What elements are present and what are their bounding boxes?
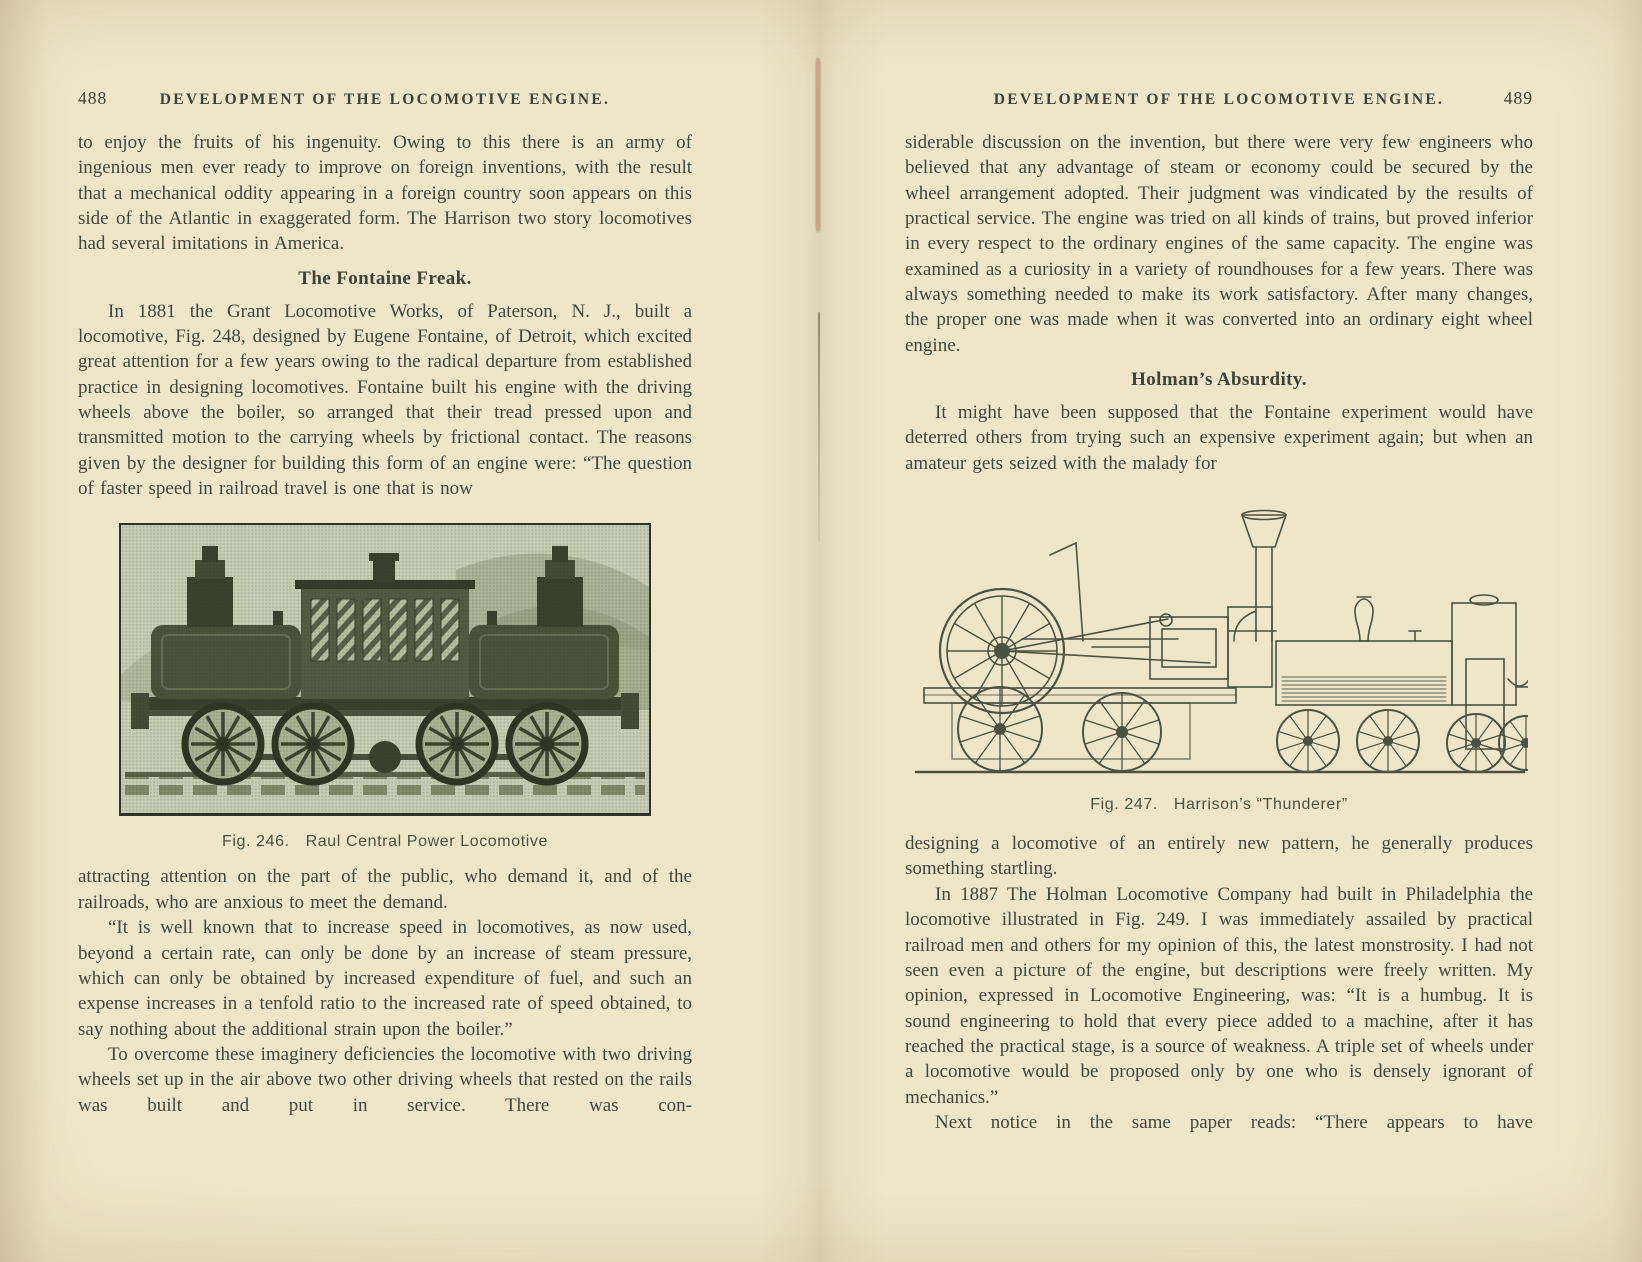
figure-246 [78,523,692,851]
right-page [905,88,1533,1135]
paragraph-overcome: To overcome these imaginery deficiencies the locomotive with two driving wheels set up in the air above two other driving wheels that rested on the rails was built and put in service. There was con- [78,1043,692,1116]
paragraph-fontaine: In 1881 the Grant Locomotive Works, of Paterson, N. J., built a locomotive, Fig. 248, designed by Eugene Fontaine, of Detroit, which excited great attention for a few years owing to the radical departure from established practice in designing locomotives. Fontaine built his engine with the driving wheels above the boiler, so arranged that their tread pressed upon and transmitted motion to the carrying wheels by frictional contact. The reasons given by the designer for building this form of an engine were: “The question of faster speed in railroad travel is one that is now [78,300,692,500]
right-page-edge-shadow [1612,0,1642,1262]
figure-247-caption-title: Harrison’s “Thunderer” [1173,796,1348,814]
paragraph-attracting: attracting attention on the part of the public, who demand it, and of the railroads, who are anxious to meet the demand. [78,866,692,913]
left-page-number: 488 [78,88,108,108]
left-page [78,88,692,1118]
section-heading-fontaine-freak: The Fontaine Freak. [298,267,472,289]
gutter-shadow [756,0,886,1262]
paragraph-designing: designing a locomotive of an entirely new pattern, he generally produces something startling. [905,833,1533,880]
section-heading-holmans-absurdity: Holman’s Absurdity. [1131,369,1307,391]
figure-246-caption [78,833,692,851]
paragraph-siderable: siderable discussion on the invention, but there were very few engineers who believed that any advantage of steam or economy could be secured by the wheel arrangement adopted. Their judgment was vindicated by the results of practical service. The engine was tried on all kinds of trains, but proved inferior in every respect to the ordinary engines of the same capacity. The engine was examined as a curiosity in a variety of roundhouses for a few years. There was always something needed to make its work satisfactory. After many changes, the proper one was made when it was converted into an ordinary eight wheel engine. [905,132,1533,356]
figure-247-caption [905,796,1533,814]
right-running-header [905,88,1533,109]
binding-thread-lower [818,312,820,542]
right-page-number: 489 [1503,88,1533,108]
right-running-title: DEVELOPMENT OF THE LOCOMOTIVE ENGINE. [993,91,1445,108]
figure-246-caption-label: Fig. 246. [221,833,290,851]
raul-locomotive-illustration [121,525,649,813]
figure-247 [905,491,1533,814]
paragraph-intro: to enjoy the fruits of his ingenuity. Owing to this there is an army of ingenious men ever ready to improve on foreign inventions, with the result that a mechanical oddity appearing in a foreign country soon appears on this side of the Atlantic in exaggerated form. The Harrison two story locomotives had several imitations in America. [78,132,692,255]
binding-thread-top [816,60,820,230]
figure-246-photo [119,523,651,816]
left-page-edge-shadow [0,0,48,1262]
paragraph-quote-speed: “It is well known that to increase speed in locomotives, as now used, beyond a certain rate, can only be done by an increase of steam pressure, which can only be obtained by increased expenditure of fuel, and such an expense increases in a tenfold ratio to the increased rate of speed obtained, to say nothing about the additional strain upon the boiler.” [78,917,692,1040]
left-running-title: DEVELOPMENT OF THE LOCOMOTIVE ENGINE. [159,91,611,108]
figure-247-caption-label: Fig. 247. [1090,796,1158,814]
paragraph-next-notice: Next notice in the same paper reads: “There appears to have [935,1111,1533,1133]
thunderer-locomotive-illustration [910,491,1528,783]
paragraph-supposed: It might have been supposed that the Fontaine experiment would have deterred others from trying such an expensive experiment again; but when an amateur gets seized with the malady for [905,402,1533,474]
paragraph-holman-company: In 1887 The Holman Locomotive Company had built in Philadelphia the locomotive illustrated in Fig. 249. I was immediately assailed by practical railroad men and others for my opinion of this, the latest monstrosity. I had not seen even a picture of the engine, but descriptions were freely written. My opinion, expressed in Locomotive Engineering, was: “It is a humbug. It is sound engineering to hold that every piece added to a machine, after it has reached the practical stage, is a source of weakness. A triple set of wheels under a locomotive would be proposed only by one who is densely ignorant of mechanics.” [905,883,1533,1108]
left-running-header [78,88,692,109]
figure-246-caption-title: Raul Central Power Locomotive [305,833,549,851]
figure-247-drawing [910,491,1528,783]
